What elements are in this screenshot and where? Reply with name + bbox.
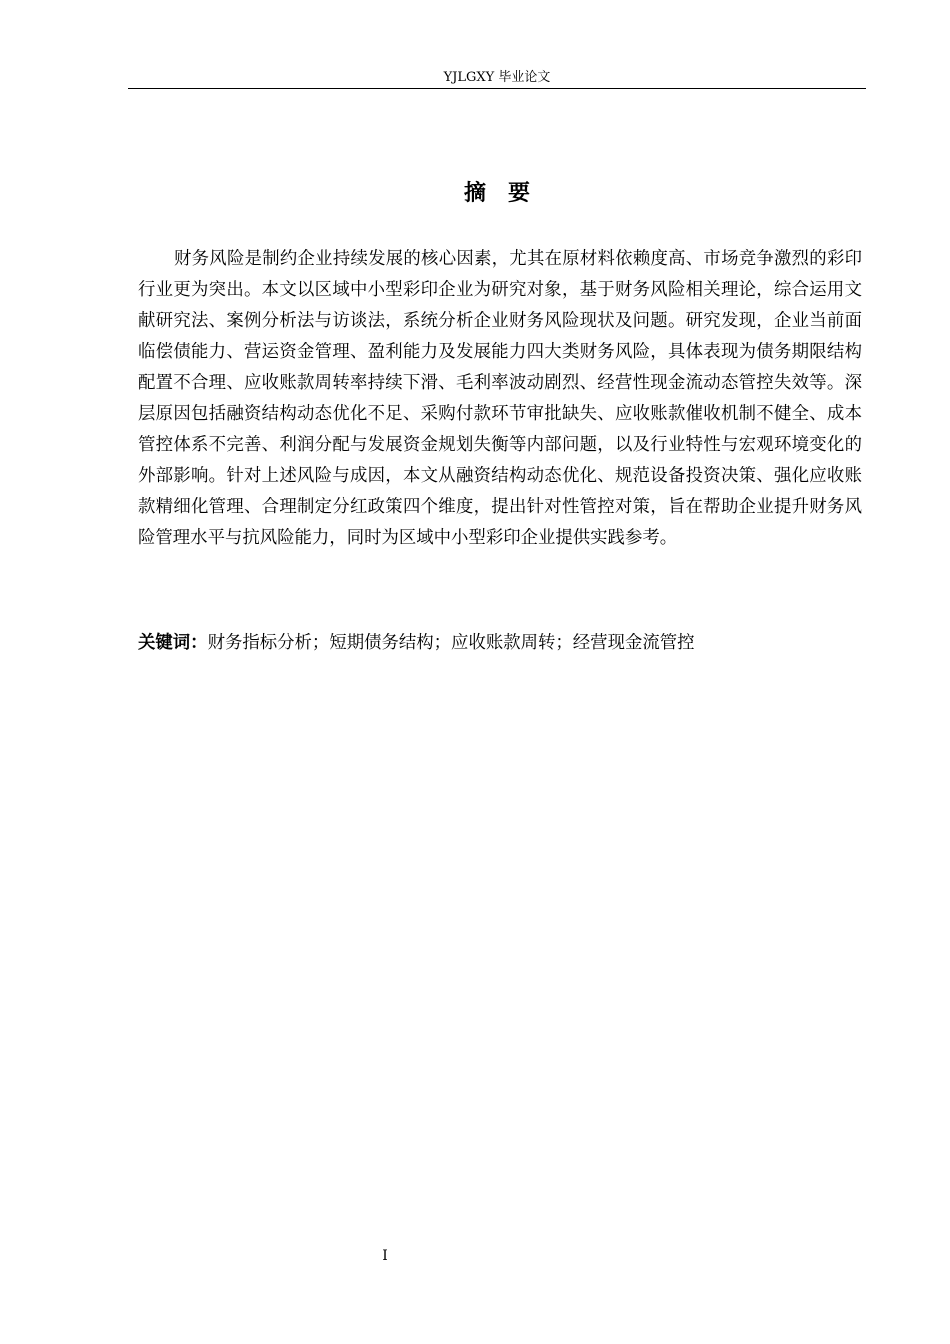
page-header: YJLGXY 毕业论文: [443, 70, 551, 85]
abstract-title: 摘要: [463, 181, 552, 206]
keywords-line: [138, 628, 862, 659]
keywords-label: 关键词：: [138, 633, 208, 653]
page-number: I: [382, 1248, 388, 1264]
keywords-text: 财务指标分析；短期债务结构；应收账款周转；经营现金流管控: [207, 633, 695, 653]
abstract-body: 财务风险是制约企业持续发展的核心因素，尤其在原材料依赖度高、市场竞争激烈的彩印行业更为突出。本文以区域中小型彩印企业为研究对象，基于财务风险相关理论，综合运用文献研究法、案例分析法与访谈法，系统分析企业财务风险现状及问题。研究发现，企业当前面临偿债能力、营运资金管理、盈利能力及发展能力四大类财务风险，具体表现为债务期限结构配置不合理、应收账款周转率持续下滑、毛利率波动剧烈、经营性现金流动态管控失效等。深层原因包括融资结构动态优化不足、采购付款环节审批缺失、应收账款催收机制不健全、成本管控体系不完善、利润分配与发展资金规划失衡等内部问题，以及行业特性与宏观环境变化的外部影响。针对上述风险与成因，本文从融资结构动态优化、规范设备投资决策、强化应收账款精细化管理、合理制定分红政策四个维度，提出针对性管控对策，旨在帮助企业提升财务风险管理水平与抗风险能力，同时为区域中小型彩印企业提供实践参考。: [138, 249, 862, 548]
header-rule: [128, 88, 866, 89]
